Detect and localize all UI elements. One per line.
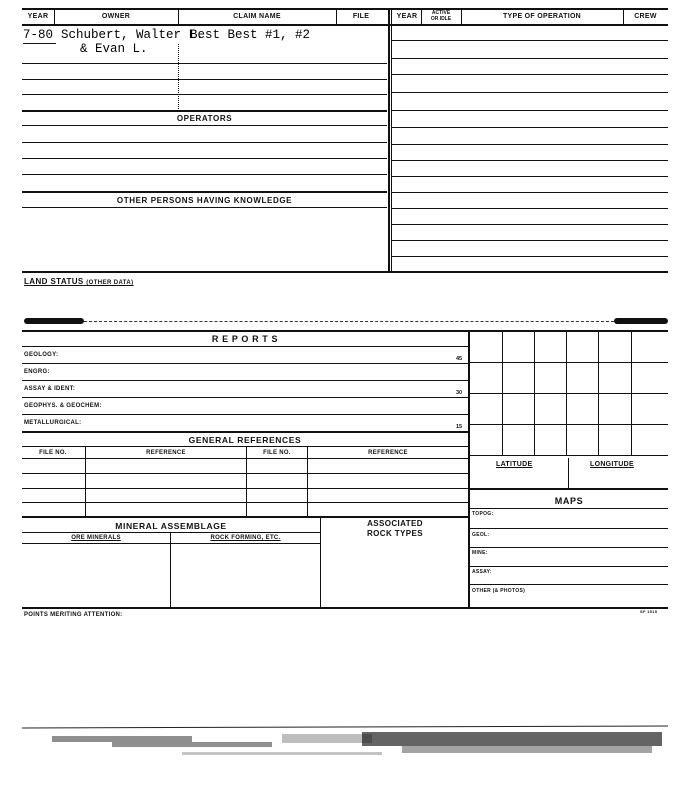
- row-rule: [470, 566, 668, 567]
- other-persons-heading: OTHER PERSONS HAVING KNOWLEDGE: [116, 196, 293, 205]
- grid-line: [470, 455, 668, 456]
- header-type-of-operation: TYPE OF OPERATION: [502, 13, 582, 20]
- ref-reference-1: REFERENCE: [146, 450, 186, 456]
- right-row-rule: [392, 176, 668, 177]
- right-row-rule: [392, 40, 668, 41]
- header-year: YEAR: [27, 13, 49, 20]
- header-claim-name: CLAIM NAME: [233, 13, 281, 20]
- scan-noise-band: [22, 722, 668, 764]
- ref-reference-2: REFERENCE: [368, 450, 408, 456]
- center-double-divider-inner: [391, 9, 392, 271]
- header-or-idle: OR IDLE: [430, 16, 452, 22]
- right-row-rule: [392, 192, 668, 193]
- associated-divider: [320, 516, 321, 608]
- header-year-2: YEAR: [396, 13, 418, 20]
- points-meriting-attention: POINTS MERITING ATTENTION:: [24, 612, 123, 618]
- top-section-bottom-rule: [22, 271, 668, 273]
- row-rule: [22, 158, 387, 159]
- right-row-rule: [392, 110, 668, 111]
- maps-mine: MINE:: [472, 550, 488, 556]
- maps-top-rule: [470, 488, 668, 490]
- maps-heading: MAPS: [554, 496, 584, 506]
- ref-divider: [246, 446, 247, 516]
- reports-engrg: ENGRG:: [24, 369, 50, 375]
- other-persons-top-rule: [22, 191, 387, 193]
- reports-bottom-rule: [22, 431, 468, 433]
- ref-divider: [85, 446, 86, 516]
- row-rule: [22, 414, 468, 415]
- row-rule: [470, 528, 668, 529]
- entry-claim-name: Best Best #1, #2: [190, 28, 311, 42]
- tick-30: 30: [456, 390, 463, 396]
- tick-15: 15: [456, 424, 463, 430]
- reports-heading: R E P O R T S: [211, 334, 279, 344]
- tick-45: 45: [456, 356, 463, 362]
- entry-owner-line1: Schubert, Walter L.: [61, 28, 204, 42]
- maps-heading-rule: [470, 508, 668, 509]
- reports-geology: GEOLOGY:: [24, 352, 59, 358]
- longitude-label: LONGITUDE: [590, 461, 634, 468]
- maps-topog: TOPOG:: [472, 511, 494, 517]
- right-row-rule: [392, 208, 668, 209]
- land-status-title: LAND STATUS: [24, 277, 84, 286]
- reports-top-rule: [22, 330, 668, 332]
- grid-line: [470, 424, 668, 425]
- row-rule: [470, 584, 668, 585]
- header-file: FILE: [352, 13, 370, 20]
- right-row-rule: [392, 58, 668, 59]
- mineral-assemblage-heading: MINERAL ASSEMBLAGE: [115, 521, 227, 531]
- row-rule: [22, 380, 468, 381]
- reports-metallurgical: METALLURGICAL:: [24, 420, 82, 426]
- maps-assay: ASSAY:: [472, 569, 492, 575]
- associated-rock-types-heading: [322, 519, 468, 539]
- right-row-rule: [392, 127, 668, 128]
- reports-heading-rule: [22, 346, 468, 347]
- header-active-or-idle: [421, 10, 461, 22]
- row-rule: [22, 397, 468, 398]
- row-rule: [22, 473, 468, 474]
- latitude-label: LATITUDE: [496, 461, 533, 468]
- header-owner: OWNER: [101, 13, 131, 20]
- general-references-heading: GENERAL REFERENCES: [188, 435, 302, 445]
- ref-file-no-1: FILE NO.: [39, 450, 67, 456]
- land-status-label: [24, 277, 134, 286]
- row-rule: [22, 174, 387, 175]
- mineral-subheading-rule: [22, 543, 320, 544]
- ref-bottom-rule: [22, 516, 468, 518]
- mineral-divider: [170, 532, 171, 608]
- row-rule: [22, 79, 387, 80]
- entry-year: 7-80: [23, 28, 54, 42]
- row-rule: [22, 502, 468, 503]
- reports-assay: ASSAY & IDENT:: [24, 386, 76, 392]
- row-rule: [22, 142, 387, 143]
- row-rule: [22, 488, 468, 489]
- header-active: ACTIVE: [431, 10, 451, 16]
- row-rule: [470, 547, 668, 548]
- scan-noise-svg: [22, 722, 668, 764]
- smudged-rule: [84, 321, 614, 322]
- operators-top-rule: [22, 110, 387, 112]
- land-status-note: (OTHER DATA): [86, 280, 134, 286]
- right-row-rule: [392, 144, 668, 145]
- right-row-rule: [392, 74, 668, 75]
- right-row-rule: [392, 160, 668, 161]
- ref-header-rule: [22, 458, 468, 459]
- ref-divider: [307, 446, 308, 516]
- associated-line2: ROCK TYPES: [366, 529, 423, 538]
- lat-long-divider: [568, 458, 569, 488]
- smudge-right: [614, 318, 668, 324]
- reports-geophys: GEOPHYS. & GEOCHEM:: [24, 403, 102, 409]
- maps-geol: GEOL:: [472, 532, 490, 538]
- right-row-rule: [392, 240, 668, 241]
- right-row-rule: [392, 224, 668, 225]
- smudge-left: [24, 318, 84, 324]
- header-top-rule: [22, 8, 668, 10]
- right-row-rule: [392, 256, 668, 257]
- row-rule: [22, 63, 387, 64]
- associated-line1: ASSOCIATED: [367, 519, 423, 528]
- right-row-rule: [392, 92, 668, 93]
- entry-owner-line2: & Evan L.: [80, 42, 148, 56]
- center-double-divider: [388, 9, 390, 271]
- row-rule: [22, 363, 468, 364]
- rock-forming-heading: ROCK FORMING, ETC.: [210, 535, 281, 541]
- ore-minerals-heading: ORE MINERALS: [71, 535, 121, 541]
- header-crew: CREW: [634, 13, 657, 20]
- mineral-heading-rule: [22, 532, 320, 533]
- row-rule: [22, 94, 387, 95]
- form-number: SF 1515: [640, 609, 658, 614]
- ref-file-no-2: FILE NO.: [263, 450, 291, 456]
- header-bottom-rule: [22, 24, 668, 26]
- grid-line: [470, 393, 668, 394]
- operators-bottom-rule: [22, 125, 387, 126]
- year-underline: [23, 43, 56, 44]
- operators-heading: OPERATORS: [176, 114, 233, 123]
- other-persons-bottom-rule: [22, 207, 387, 208]
- form-bottom-rule: [22, 607, 668, 609]
- maps-other: OTHER (& PHOTOS): [472, 588, 526, 594]
- grid-line: [470, 362, 668, 363]
- faint-divider: [178, 44, 179, 109]
- general-references-rule: [22, 446, 468, 447]
